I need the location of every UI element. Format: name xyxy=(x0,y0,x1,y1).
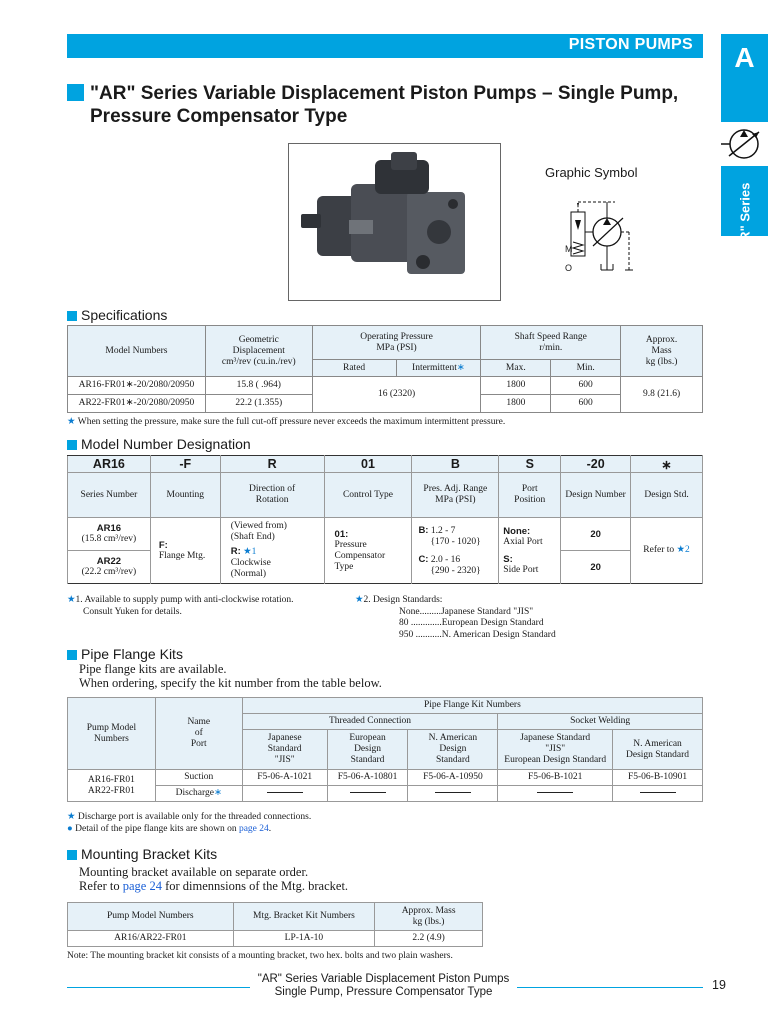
footer-rule-right xyxy=(517,987,703,988)
pipe-flange-table: Pump Model Numbers Name of Port Pipe Flange Kit Numbers Threaded Connection Socket Welding Japanese Standard "JIS" European Design Standard N. American Design Standard Japanese Standard "JIS" European Design Standard N. American Design Standard AR16-FR01 AR22-FR01 Suction F5-06-A-1021 F5-06-A-10801 F5-06-A-10950 F5-06-B-1021 F5-06-B-10901 Discharge∗ xyxy=(67,697,703,802)
bullet-dot-icon: ● xyxy=(67,823,73,834)
mounting-bracket-heading: Mounting Bracket Kits xyxy=(67,846,217,862)
table-row: AR22-FR01∗-20/2080/20950 22.2 (1.355) 1800 600 xyxy=(68,395,703,413)
mounting-bracket-table xyxy=(67,902,483,947)
table-row: AR16-FR01∗-20/2080/20950 15.8 ( .964) 16 (2320) 1800 600 9.8 (21.6) xyxy=(68,377,703,395)
designation-row-2: AR22 (22.2 cm³/rev) 20 xyxy=(68,551,703,584)
tab-series-label: "AR" Series xyxy=(737,182,753,257)
product-photo xyxy=(288,143,501,301)
header-speed: Shaft Speed Range r/min. xyxy=(481,326,621,360)
header-mass: Approx. Mass kg (lbs.) xyxy=(375,903,483,931)
page-title xyxy=(67,82,707,128)
header-min: Min. xyxy=(551,360,621,377)
header-max: Max. xyxy=(481,360,551,377)
symbol-o-label: O xyxy=(565,263,573,273)
star-icon: ★ xyxy=(67,595,76,605)
mounting-bracket-intro: Mounting bracket available on separate order. Refer to page 24 for dimennsions of the Mtg. bracket. xyxy=(79,865,349,893)
pressure-value: 16 (2320) xyxy=(312,377,481,413)
header-pump-model: Pump Model Numbers xyxy=(68,903,234,931)
graphic-symbol-label: Graphic Symbol xyxy=(545,165,638,180)
symbol-m-label: M xyxy=(565,244,573,254)
header-kit: Mtg. Bracket Kit Numbers xyxy=(233,903,375,931)
pipe-flange-notes: ★ Discharge port is available only for the threaded connections. ● Detail of the pipe flange kits are shown on page 24. xyxy=(67,812,312,834)
header-port: Name of Port xyxy=(155,698,242,770)
pump-symbol-icon xyxy=(721,122,768,166)
title-line-2: Pressure Compensator Type xyxy=(90,106,348,127)
header-model: Model Numbers xyxy=(68,326,206,377)
mounting-bracket-note: Note: The mounting bracket kit consists of a mounting bracket, two hex. bolts and two plain washers. xyxy=(67,951,453,961)
pipe-flange-intro: Pipe flange kits are available. When ordering, specify the kit number from the table below. xyxy=(79,662,382,690)
footnote-2: ★2. Design Standards: None.........Japanese Standard "JIS" 80 .............European Design Standard 950 ...........N. American Design Standard xyxy=(355,595,556,640)
header-displacement: Geometric Displacement cm³/rev (cu.in./rev) xyxy=(205,326,312,377)
specifications-heading: Specifications xyxy=(67,307,167,323)
heading-bullet-icon xyxy=(67,850,77,860)
header-intermittent: Intermittent∗ xyxy=(396,360,481,377)
tab-letter: A xyxy=(734,42,755,73)
designation-row-1: AR16 (15.8 cm³/rev) F: Flange Mtg. (Viewed from) (Shaft End) R: ★1 Clockwise (Normal) 01: Pressure Compensator Type B: 1.2 - 7 {170 - 1020} C: 2.0 - 16 {290 - 2320} None: Axial Port S: Side Port 20 Refer to ★2 xyxy=(68,518,703,551)
title-line-1: "AR" Series Variable Displacement Piston Pumps – Single Pump, xyxy=(90,83,679,104)
page-24-link[interactable]: page 24 xyxy=(122,879,162,893)
star-icon: ★ xyxy=(67,417,76,427)
heading-bullet-icon xyxy=(67,440,77,450)
star-icon: ★ xyxy=(67,812,76,822)
footer-title: "AR" Series Variable Displacement Piston Pumps Single Pump, Pressure Compensator Type xyxy=(257,973,510,998)
side-tab xyxy=(721,34,768,257)
mass-value: 9.8 (21.6) xyxy=(621,377,703,413)
table-row: AR16/AR22-FR01 LP-1A-10 2.2 (4.9) xyxy=(68,931,483,947)
page-number: 19 xyxy=(712,978,726,992)
caption-row: Series Number Mounting Direction of Rotation Control Type Pres. Adj. Range MPa (PSI) Port Position Design Number Design Std. xyxy=(68,473,703,518)
header-mass: Approx. Mass kg (lbs.) xyxy=(621,326,703,377)
heading-bullet-icon xyxy=(67,311,77,321)
pipe-flange-heading: Pipe Flange Kits xyxy=(67,646,183,662)
header-pressure: Operating Pressure MPa (PSI) xyxy=(312,326,481,360)
star-icon: ★ xyxy=(355,595,364,605)
section-title: PISTON PUMPS xyxy=(568,36,693,53)
header-rated: Rated xyxy=(312,360,396,377)
heading-bullet-icon xyxy=(67,650,77,660)
footer-rule-left xyxy=(67,987,250,988)
section-header-bar xyxy=(67,34,703,58)
model-designation-heading: Model Number Designation xyxy=(67,436,251,452)
graphic-symbol-icon xyxy=(557,190,647,285)
table-row: AR16-FR01 AR22-FR01 Suction F5-06-A-1021 F5-06-A-10801 F5-06-A-10950 F5-06-B-1021 F5-06-B-10901 xyxy=(68,770,703,786)
page-24-link[interactable]: page 24 xyxy=(238,823,269,834)
model-designation-table xyxy=(67,455,703,584)
header-socket: Socket Welding xyxy=(498,714,703,730)
header-kit-numbers: Pipe Flange Kit Numbers xyxy=(242,698,702,714)
spec-note: ★ When setting the pressure, make sure the full cut-off pressure never exceeds the maximum intermittent pressure. xyxy=(67,417,506,427)
footnote-1: ★1. Available to supply pump with anti-clockwise rotation. Consult Yuken for details. xyxy=(67,595,294,617)
header-pump-model: Pump Model Numbers xyxy=(68,698,156,770)
header-threaded: Threaded Connection xyxy=(242,714,498,730)
specifications-table xyxy=(67,325,703,413)
table-row: Discharge∗ xyxy=(68,786,703,802)
code-row: AR16 -F R 01 B S -20 ∗ xyxy=(68,456,703,473)
title-bullet-icon xyxy=(67,84,84,101)
